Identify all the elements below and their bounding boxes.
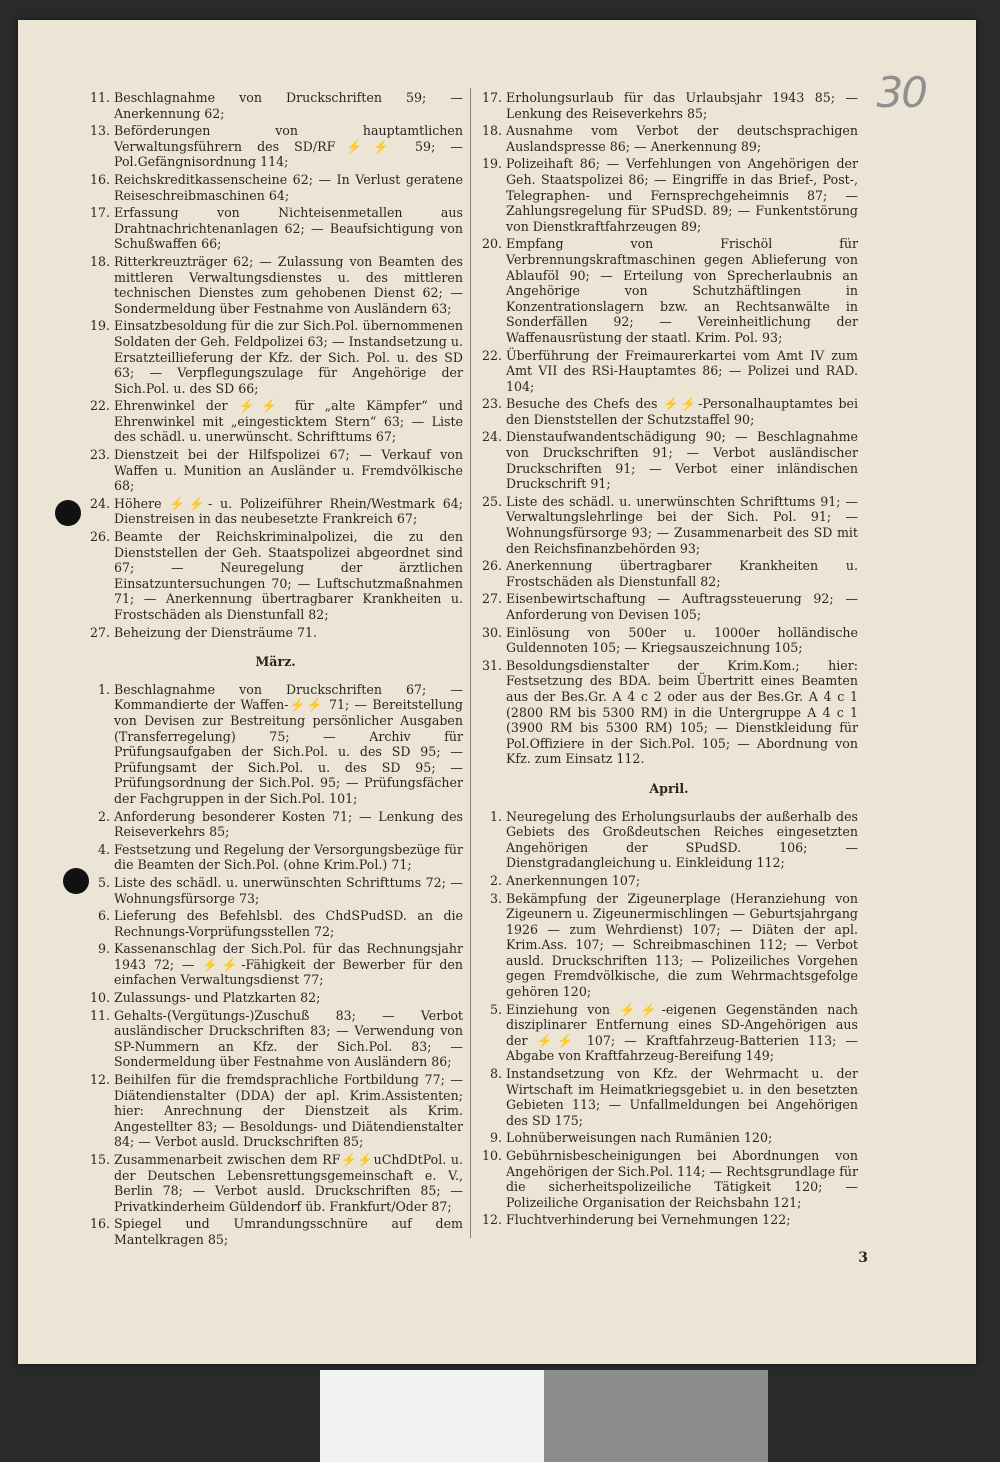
handwritten-page-number: 30: [876, 68, 926, 117]
entry-number: 1.: [97, 681, 110, 697]
entry-text: Einlösung von 500er u. 1000er holländische Guldennoten 105; — Kriegsauszeichnung 105;: [506, 624, 858, 656]
index-entry: [88, 842, 463, 873]
entry-number: 23.: [89, 447, 110, 463]
entry-text: Zulassungs- und Platzkarten 82;: [114, 990, 321, 1006]
calibration-strip-gray: [544, 1370, 768, 1462]
entry-text: Einziehung von ⚡⚡-eigenen Gegenständen nach disziplinarer Entfernung eines SD-Angehörigen aus der ⚡⚡ 107; — Kraftfahrzeug-Batterien 113; — Abgabe von Kraftfahrzeug-Bereifung 149;: [506, 1001, 858, 1064]
index-entry: [480, 123, 858, 154]
index-entry: [480, 558, 858, 589]
entry-text: Besuche des Chefs des ⚡⚡-Personalhauptamtes bei den Dienststellen der Schutzstaffel 90;: [506, 396, 858, 427]
entry-number: 27.: [481, 591, 502, 607]
entry-number: 12.: [89, 1072, 110, 1088]
index-entry: [480, 873, 858, 889]
index-entry: [88, 1072, 463, 1150]
index-entry: [480, 90, 858, 121]
entry-number: 2.: [489, 872, 502, 888]
entry-number: 30.: [481, 624, 502, 640]
left-entries-bottom: [88, 682, 463, 1248]
entry-number: 24.: [89, 495, 110, 511]
entry-number: 22.: [481, 347, 502, 363]
entry-text: Empfang von Frischöl für Verbrennungskraftmaschinen gegen Ablieferung von Ablauföl 90; — Erteilung von Sprecherlaubnis an Angehörige von Schutzhäftlingen in Konzentrationslagern bzw. an Rechtsanwälte in Sonderfällen 92; — Vereinheitlichung der Waffenausrüstung der staatl. Krim. Pol. 93;: [506, 236, 858, 345]
index-entry: [88, 123, 463, 170]
index-entry: [88, 809, 463, 840]
index-entry: [480, 1066, 858, 1128]
entry-text: Einsatzbesoldung für die zur Sich.Pol. übernommenen Soldaten der Geh. Feldpolizei 63; — Instandsetzung u. Ersatzteillieferung der Kfz. der Sich. Pol. u. des SD 63; — Verpflegungszulage für Angehörige der Sich.Pol. u. des SD 66;: [114, 318, 463, 396]
index-entry: [480, 1148, 858, 1210]
index-entry: [88, 941, 463, 988]
index-entry: [480, 429, 858, 491]
entry-text: Instandsetzung von Kfz. der Wehrmacht u. der Wirtschaft im Heimatkriegsgebiet u. in den besetzten Gebieten 113; — Unfallmeldungen bei Angehörigen des SD 175;: [506, 1066, 858, 1128]
entry-text: Zusammenarbeit zwischen dem RF⚡⚡uChdDtPol. u. der Deutschen Lebensrettungsgemeinschaft e. V., Berlin 78; — Verbot ausld. Druckschriften 85; — Privatkinderheim Güldendorf üb. Frankfurt/Oder 87;: [114, 1152, 463, 1214]
index-entry: [480, 1212, 858, 1228]
entry-number: 3.: [489, 890, 502, 906]
index-entry: [88, 318, 463, 396]
entry-number: 16.: [89, 1216, 110, 1232]
entry-number: 9.: [489, 1130, 502, 1146]
entry-number: 19.: [89, 318, 110, 334]
index-entry: [480, 156, 858, 234]
entry-text: Beschlagnahme von Druckschriften 67; — Kommandierte der Waffen-⚡⚡ 71; — Bereitstellung von Devisen zur Bestreitung persönlicher Ausgaben (Transferregelung) 75; — Archiv für Prüfungsaufgaben der Sich.Pol. u. des SD 95; — Prüfungsamt der Sich.Pol. u. des SD 95; — Prüfungsordnung der Sich.Pol. 95; — Prüfungsfächer der Fachgruppen in der Sich.Pol. 101;: [114, 681, 463, 806]
printed-page-number: 3: [858, 1250, 868, 1266]
punch-hole: [55, 500, 81, 526]
entry-text: Erfassung von Nichteisenmetallen aus Drahtnachrichtenanlagen 62; — Beaufsichtigung von Schußwaffen 66;: [114, 205, 463, 252]
entry-text: Spiegel und Umrandungsschnüre auf dem Mantelkragen 85;: [114, 1216, 463, 1247]
index-entry: [88, 398, 463, 445]
entry-text: Beheizung der Diensträume 71.: [114, 624, 318, 640]
index-entry: [88, 875, 463, 906]
entry-text: Polizeihaft 86; — Verfehlungen von Angehörigen der Geh. Staatspolizei 86; — Eingriffe in das Brief-, Post-, Telegraphen- und Fernsprechgeheimnis 87; — Zahlungsregelung für SPudSD. 89; — Funkentstörung von Dienstkraftfahrzeugen 89;: [506, 156, 858, 234]
entry-number: 11.: [89, 1007, 110, 1023]
index-entry: [88, 254, 463, 316]
entry-text: Ausnahme vom Verbot der deutschsprachigen Auslandspresse 86; — Anerkennung 89;: [506, 123, 858, 154]
index-entry: [88, 496, 463, 527]
entry-number: 18.: [89, 253, 110, 269]
entry-text: Besoldungsdienstalter der Krim.Kom.; hier: Festsetzung des BDA. beim Übertritt eines Beamten aus der Bes.Gr. A 4 c 2 oder aus der Bes.Gr. A 4 c 1 (2800 RM bis 5300 RM) in die Untergruppe A 4 c 1 (3900 RM bis 5300 RM) 105; — Dienstkleidung für Pol.Offiziere in der Sich.Pol. 105; — Abordnung von Kfz. zum Einsatz 112.: [506, 657, 858, 767]
index-entry: [88, 529, 463, 623]
entry-text: Anerkennungen 107;: [506, 872, 641, 888]
index-entry: [480, 625, 858, 656]
entry-number: 19.: [481, 156, 502, 172]
month-heading-april: April.: [649, 780, 689, 796]
entry-number: 13.: [89, 123, 110, 139]
right-entries-top: [480, 90, 858, 767]
entry-number: 6.: [97, 908, 110, 924]
index-entry: [88, 1152, 463, 1214]
document-page: [18, 20, 976, 1364]
entry-text: Ehrenwinkel der ⚡⚡ für „alte Kämpfer“ und Ehrenwinkel mit „eingesticktem Stern“ 63; — Liste des schädl. u. unerwünscht. Schrifttums 67;: [114, 398, 463, 445]
index-entry: [88, 682, 463, 807]
index-entry: [480, 658, 858, 767]
entry-number: 9.: [97, 941, 110, 957]
index-entry: [480, 891, 858, 1000]
index-entry: [480, 1130, 858, 1146]
index-entry: [480, 809, 858, 871]
entry-number: 25.: [481, 493, 502, 509]
entry-number: 26.: [89, 529, 110, 545]
entry-number: 17.: [89, 205, 110, 221]
entry-number: 8.: [489, 1066, 502, 1082]
entry-number: 2.: [97, 808, 110, 824]
entry-number: 18.: [481, 123, 502, 139]
index-entry: [88, 205, 463, 252]
entry-text: Lohnüberweisungen nach Rumänien 120;: [506, 1130, 773, 1146]
entry-text: Festsetzung und Regelung der Versorgungsbezüge für die Beamten der Sich.Pol. (ohne Krim.Pol.) 71;: [114, 841, 463, 873]
entry-text: Gebührnisbescheinigungen bei Abordnungen von Angehörigen der Sich.Pol. 114; — Rechtsgrundlage für die sicherheitspolizeiliche Tätigkeit 120; — Polizeiliche Organisation der Reichsbahn 121;: [506, 1148, 858, 1210]
calibration-strip-white: [320, 1370, 544, 1462]
month-heading-maerz: März.: [255, 654, 296, 670]
entry-number: 15.: [89, 1152, 110, 1167]
entry-number: 5.: [97, 874, 110, 890]
entry-number: 22.: [89, 398, 110, 414]
entry-text: Anforderung besonderer Kosten 71; — Lenkung des Reiseverkehrs 85;: [114, 808, 463, 840]
entry-text: Reichskreditkassenscheine 62; — In Verlust geratene Reiseschreibmaschinen 64;: [114, 171, 463, 203]
index-entry: [88, 1216, 463, 1247]
entry-text: Lieferung des Befehlsbl. des ChdSPudSD. an die Rechnungs-Vorprüfungsstellen 72;: [114, 908, 463, 939]
entry-text: Höhere ⚡⚡- u. Polizeiführer Rhein/Westmark 64; Dienstreisen in das neubesetzte Frankreich 67;: [114, 495, 463, 527]
index-entry: [480, 236, 858, 345]
entry-number: 20.: [481, 236, 502, 252]
entry-text: Neuregelung des Erholungsurlaubs der außerhalb des Gebiets des Großdeutschen Reiches eingesetzten Angehörigen der SPudSD. 106; — Dienstgradangleichung u. Einkleidung 112;: [506, 808, 858, 871]
entry-number: 10.: [481, 1148, 502, 1163]
entry-number: 5.: [489, 1001, 502, 1017]
index-entry: [480, 591, 858, 622]
entry-text: Beförderungen von hauptamtlichen Verwaltungsführern des SD/RF⚡⚡ 59; — Pol.Gefängnisordnung 114;: [114, 123, 463, 170]
entry-text: Dienstzeit bei der Hilfspolizei 67; — Verkauf von Waffen u. Munition an Ausländer u. Fremdvölkische 68;: [114, 447, 463, 494]
entry-number: 27.: [89, 624, 110, 640]
entry-text: Beihilfen für die fremdsprachliche Fortbildung 77; — Diätendienstalter (DDA) der apl. Krim.Assistenten; hier: Anrechnung der Dienstzeit als Krim. Angestellter 83; — Besoldungs- und Diätendienstalter 84; — Verbot ausld. Druckschriften 85;: [114, 1072, 463, 1150]
entry-text: Fluchtverhinderung bei Vernehmungen 122;: [506, 1212, 791, 1228]
entry-text: Dienstaufwandentschädigung 90; — Beschlagnahme von Druckschriften 91; — Verbot ausländischer Druckschriften 91; — Verbot einer inländischen Druckschrift 91;: [506, 429, 858, 492]
entry-text: Kassenanschlag der Sich.Pol. für das Rechnungsjahr 1943 72; — ⚡⚡-Fähigkeit der Bewerber für den einfachen Verwaltungsdienst 77;: [114, 941, 463, 988]
index-entry: [88, 625, 463, 641]
entry-number: 31.: [481, 657, 502, 673]
entry-number: 23.: [481, 396, 502, 412]
index-entry: [88, 90, 463, 121]
entry-text: Beamte der Reichskriminalpolizei, die zu den Dienststellen der Geh. Staatspolizei abgeordnet sind 67; — Neuregelung der ärztlichen Einsatzuntersuchungen 70; — Luftschutzmaßnahmen 71; — Anerkennung übertragbarer Krankheiten u. Frostschäden als Dienstunfall 82;: [114, 529, 463, 622]
entry-number: 1.: [489, 808, 502, 824]
entry-number: 10.: [89, 990, 110, 1006]
punch-hole: [63, 868, 89, 894]
entry-text: Bekämpfung der Zigeunerplage (Heranziehung von Zigeunern u. Zigeunermischlingen — Geburtsjahrgang 1926 — zum Wehrdienst) 107; — Diäten der apl. Krim.Ass. 107; — Schreibmaschinen 112; — Verbot ausld. Druckschriften 113; — Polizeiliches Vorgehen gegen Fremdvölkische, die zum Wehrmachtsgefolge gehören 120;: [506, 890, 858, 1000]
column-divider: [470, 88, 471, 1238]
entry-text: Liste des schädl. u. unerwünschten Schrifttums 91; — Verwaltungslehrlinge bei der Sich. Pol. 91; — Wohnungsfürsorge 93; — Zusammenarbeit des SD mit den Reichsfinanzbehörden 93;: [506, 493, 858, 556]
right-column: [480, 90, 858, 1230]
entry-text: Beschlagnahme von Druckschriften 59; — Anerkennung 62;: [114, 90, 463, 121]
entry-text: Überführung der Freimaurerkartei vom Amt IV zum Amt VII des RSi-Hauptamtes 86; — Polizei und RAD. 104;: [506, 347, 858, 394]
entry-text: Ritterkreuzträger 62; — Zulassung von Beamten des mittleren Verwaltungsdienstes u. des mittleren technischen Dienstes zum gehobenen Dienst 62; — Sondermeldung über Festnahme von Ausländern 63;: [114, 253, 463, 316]
index-entry: [480, 1002, 858, 1064]
left-entries-top: [88, 90, 463, 640]
index-entry: [88, 172, 463, 203]
index-entry: [88, 990, 463, 1006]
entry-text: Erholungsurlaub für das Urlaubsjahr 1943 85; — Lenkung des Reiseverkehrs 85;: [506, 90, 858, 121]
entry-number: 24.: [481, 429, 502, 445]
entry-text: Anerkennung übertragbarer Krankheiten u. Frostschäden als Dienstunfall 82;: [506, 558, 858, 589]
index-entry: [480, 348, 858, 395]
entry-text: Eisenbewirtschaftung — Auftragssteuerung 92; — Anforderung von Devisen 105;: [506, 591, 858, 622]
entry-number: 11.: [89, 90, 110, 105]
entry-number: 17.: [481, 90, 502, 105]
entry-number: 4.: [97, 841, 110, 857]
left-column: [88, 90, 463, 1250]
index-entry: [480, 396, 858, 427]
index-entry: [88, 447, 463, 494]
index-entry: [88, 908, 463, 939]
entry-text: Gehalts-(Vergütungs-)Zuschuß 83; — Verbot ausländischer Druckschriften 83; — Verwendung von SP-Nummern an Kfz. der Sich.Pol. 83; — Sondermeldung über Festnahme von Ausländern 86;: [114, 1007, 463, 1070]
entry-text: Liste des schädl. u. unerwünschten Schrifttums 72; — Wohnungsfürsorge 73;: [114, 874, 463, 906]
index-entry: [480, 494, 858, 556]
right-entries-bottom: [480, 809, 858, 1228]
entry-number: 12.: [481, 1212, 502, 1228]
entry-number: 16.: [89, 171, 110, 187]
index-entry: [88, 1008, 463, 1070]
entry-number: 26.: [481, 558, 502, 574]
